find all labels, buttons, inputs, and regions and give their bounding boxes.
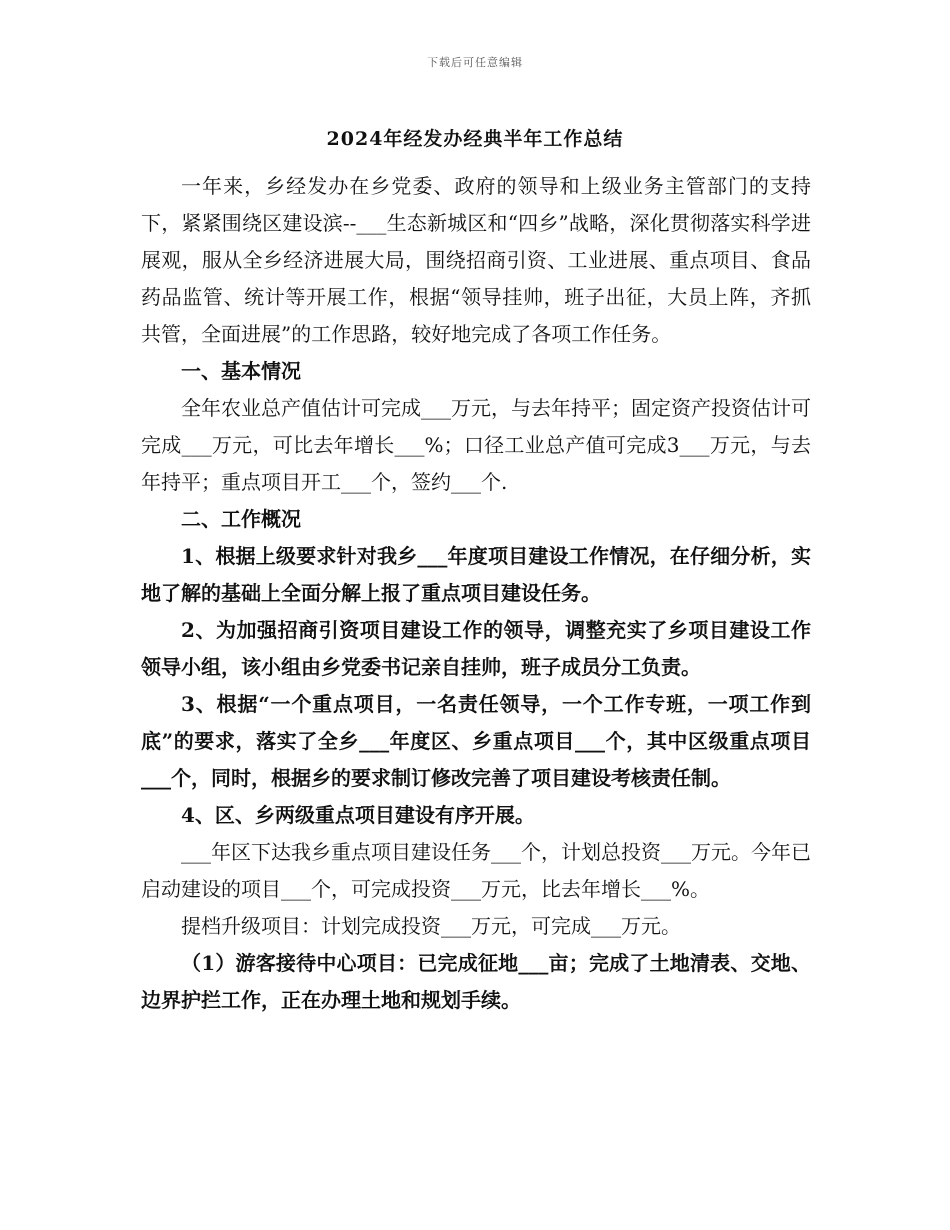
overview-item-2: 2、为加强招商引资项目建设工作的领导，调整充实了乡项目建设工作领导小组，该小组由乡党委书记亲自挂帅，班子成员分工负责。 <box>141 618 811 679</box>
overview-item-3: 3、根据“一个重点项目，一名责任领导，一个工作专班，一项工作到底”的要求，落实了全乡___年度区、乡重点项目___个，其中区级重点项目___个，同时，根据乡的要求制订修改完善了项目建设考核责任制。 <box>141 692 811 790</box>
overview-item-4: 4、区、乡两级重点项目建设有序开展。 <box>181 803 535 827</box>
section-heading-overview: 二、工作概况 <box>181 507 301 531</box>
basic-paragraph: 全年农业总产值估计可完成___万元，与去年持平；固定资产投资估计可完成___万元，可比去年增长___%；口径工业总产值可完成3___万元，与去年持平；重点项目开工___个，签约___个. <box>141 396 811 494</box>
tasks-paragraph: ___年区下达我乡重点项目建设任务___个，计划总投资___万元。今年已启动建设的项目___个，可完成投资___万元，比去年增长___%。 <box>141 840 811 901</box>
visitor-center-paragraph: （1）游客接待中心项目：已完成征地___亩；完成了土地清表、交地、边界护拦工作，正在办理土地和规划手续。 <box>141 951 811 1012</box>
overview-item-1: 1、根据上级要求针对我乡___年度项目建设工作情况，在仔细分析，实地了解的基础上全面分解上报了重点项目建设任务。 <box>141 544 811 605</box>
document-title: 2024年经发办经典半年工作总结 <box>326 128 624 150</box>
section-heading-basic: 一、基本情况 <box>181 359 301 383</box>
upgrade-paragraph: 提档升级项目：计划完成投资___万元，可完成___万元。 <box>181 914 681 938</box>
page-header-note: 下载后可任意编辑 <box>427 56 523 69</box>
document-body <box>141 168 811 1019</box>
intro-paragraph: 一年来，乡经发办在乡党委、政府的领导和上级业务主管部门的支持下，紧紧围绕区建设滨--___生态新城区和“四乡”战略，深化贯彻落实科学进展观，服从全乡经济进展大局，围绕招商引资、工业进展、重点项目、食品药品监管、统计等开展工作，根据“领导挂帅，班子出征，大员上阵，齐抓共管，全面进展”的工作思路，较好地完成了各项工作任务。 <box>141 174 811 346</box>
